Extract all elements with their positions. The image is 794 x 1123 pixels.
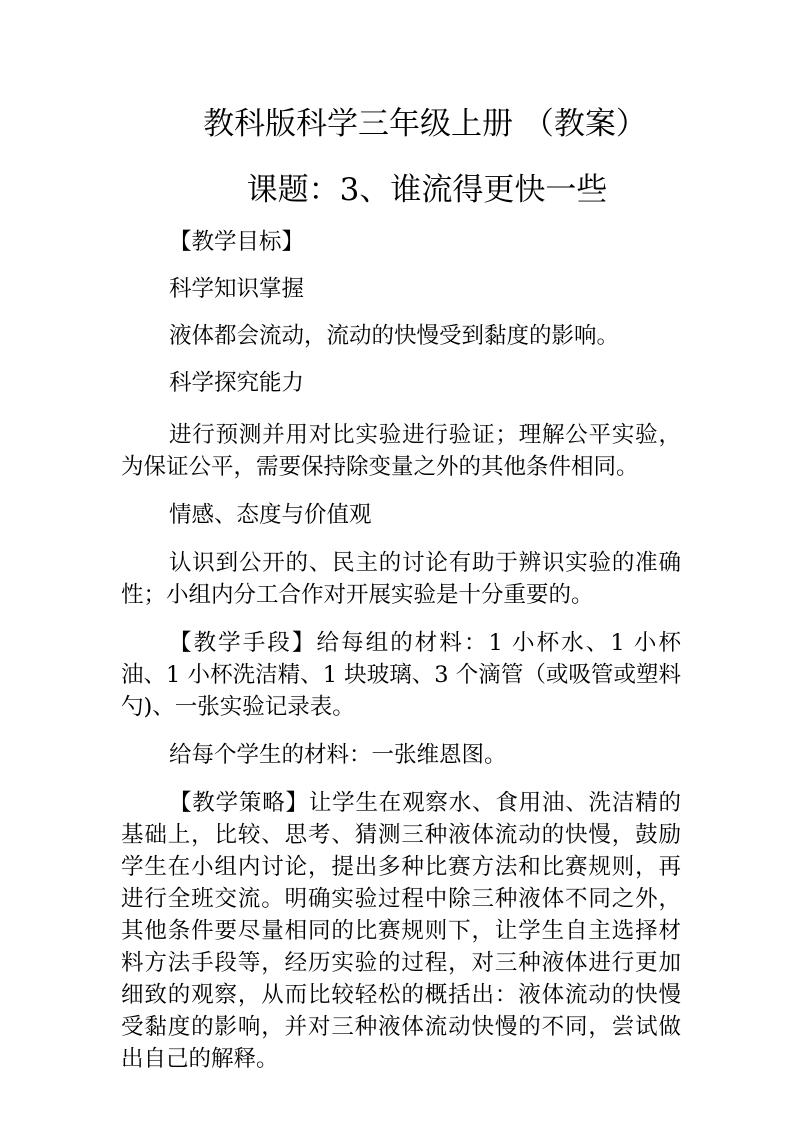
lesson-topic: 课题：3、谁流得更快一些 [246, 172, 608, 208]
subheading-inquiry: 科学探究能力 [169, 370, 305, 396]
subheading-knowledge: 科学知识掌握 [169, 276, 305, 302]
paragraph-attitude: 认识到公开的、民主的讨论有助于辨识实验的准确性；小组内分工合作对开展实验是十分重要的。 [121, 550, 681, 608]
document-title: 教科版科学三年级上册 （教案） [203, 106, 647, 142]
subheading-attitude: 情感、态度与价值观 [169, 502, 372, 528]
document-body [121, 226, 681, 1075]
paragraph-inquiry: 进行预测并用对比实验进行验证；理解公平实验，为保证公平，需要保持除变量之外的其他条件相同。 [121, 422, 681, 480]
paragraph-knowledge: 液体都会流动，流动的快慢受到黏度的影响。 [169, 323, 620, 349]
paragraph-student-materials: 给每个学生的材料：一张维恩图。 [169, 742, 507, 768]
paragraph-teaching-strategy: 【教学策略】让学生在观察水、食用油、洗洁精的基础上，比较、思考、猜测三种液体流动的快慢，鼓励学生在小组内讨论，提出多种比赛方法和比赛规则，再进行全班交流。明确实验过程中除三种液体不同之外，其他条件要尽量相同的比赛规则下，让学生自主选择材料方法手段等，经历实验的过程，对三种液体进行更加细致的观察，从而比较轻松的概括出：液体流动的快慢受黏度的影响，并对三种液体流动快慢的不同，尝试做出自己的解释。 [121, 790, 681, 1072]
section-heading-objectives: 【教学目标】 [169, 229, 305, 255]
paragraph-teaching-means: 【教学手段】给每组的材料：1 小杯水、1 小杯油、1 小杯洗洁精、1 块玻璃、3 个滴管（或吸管或塑料勺)、一张实验记录表。 [121, 630, 681, 720]
